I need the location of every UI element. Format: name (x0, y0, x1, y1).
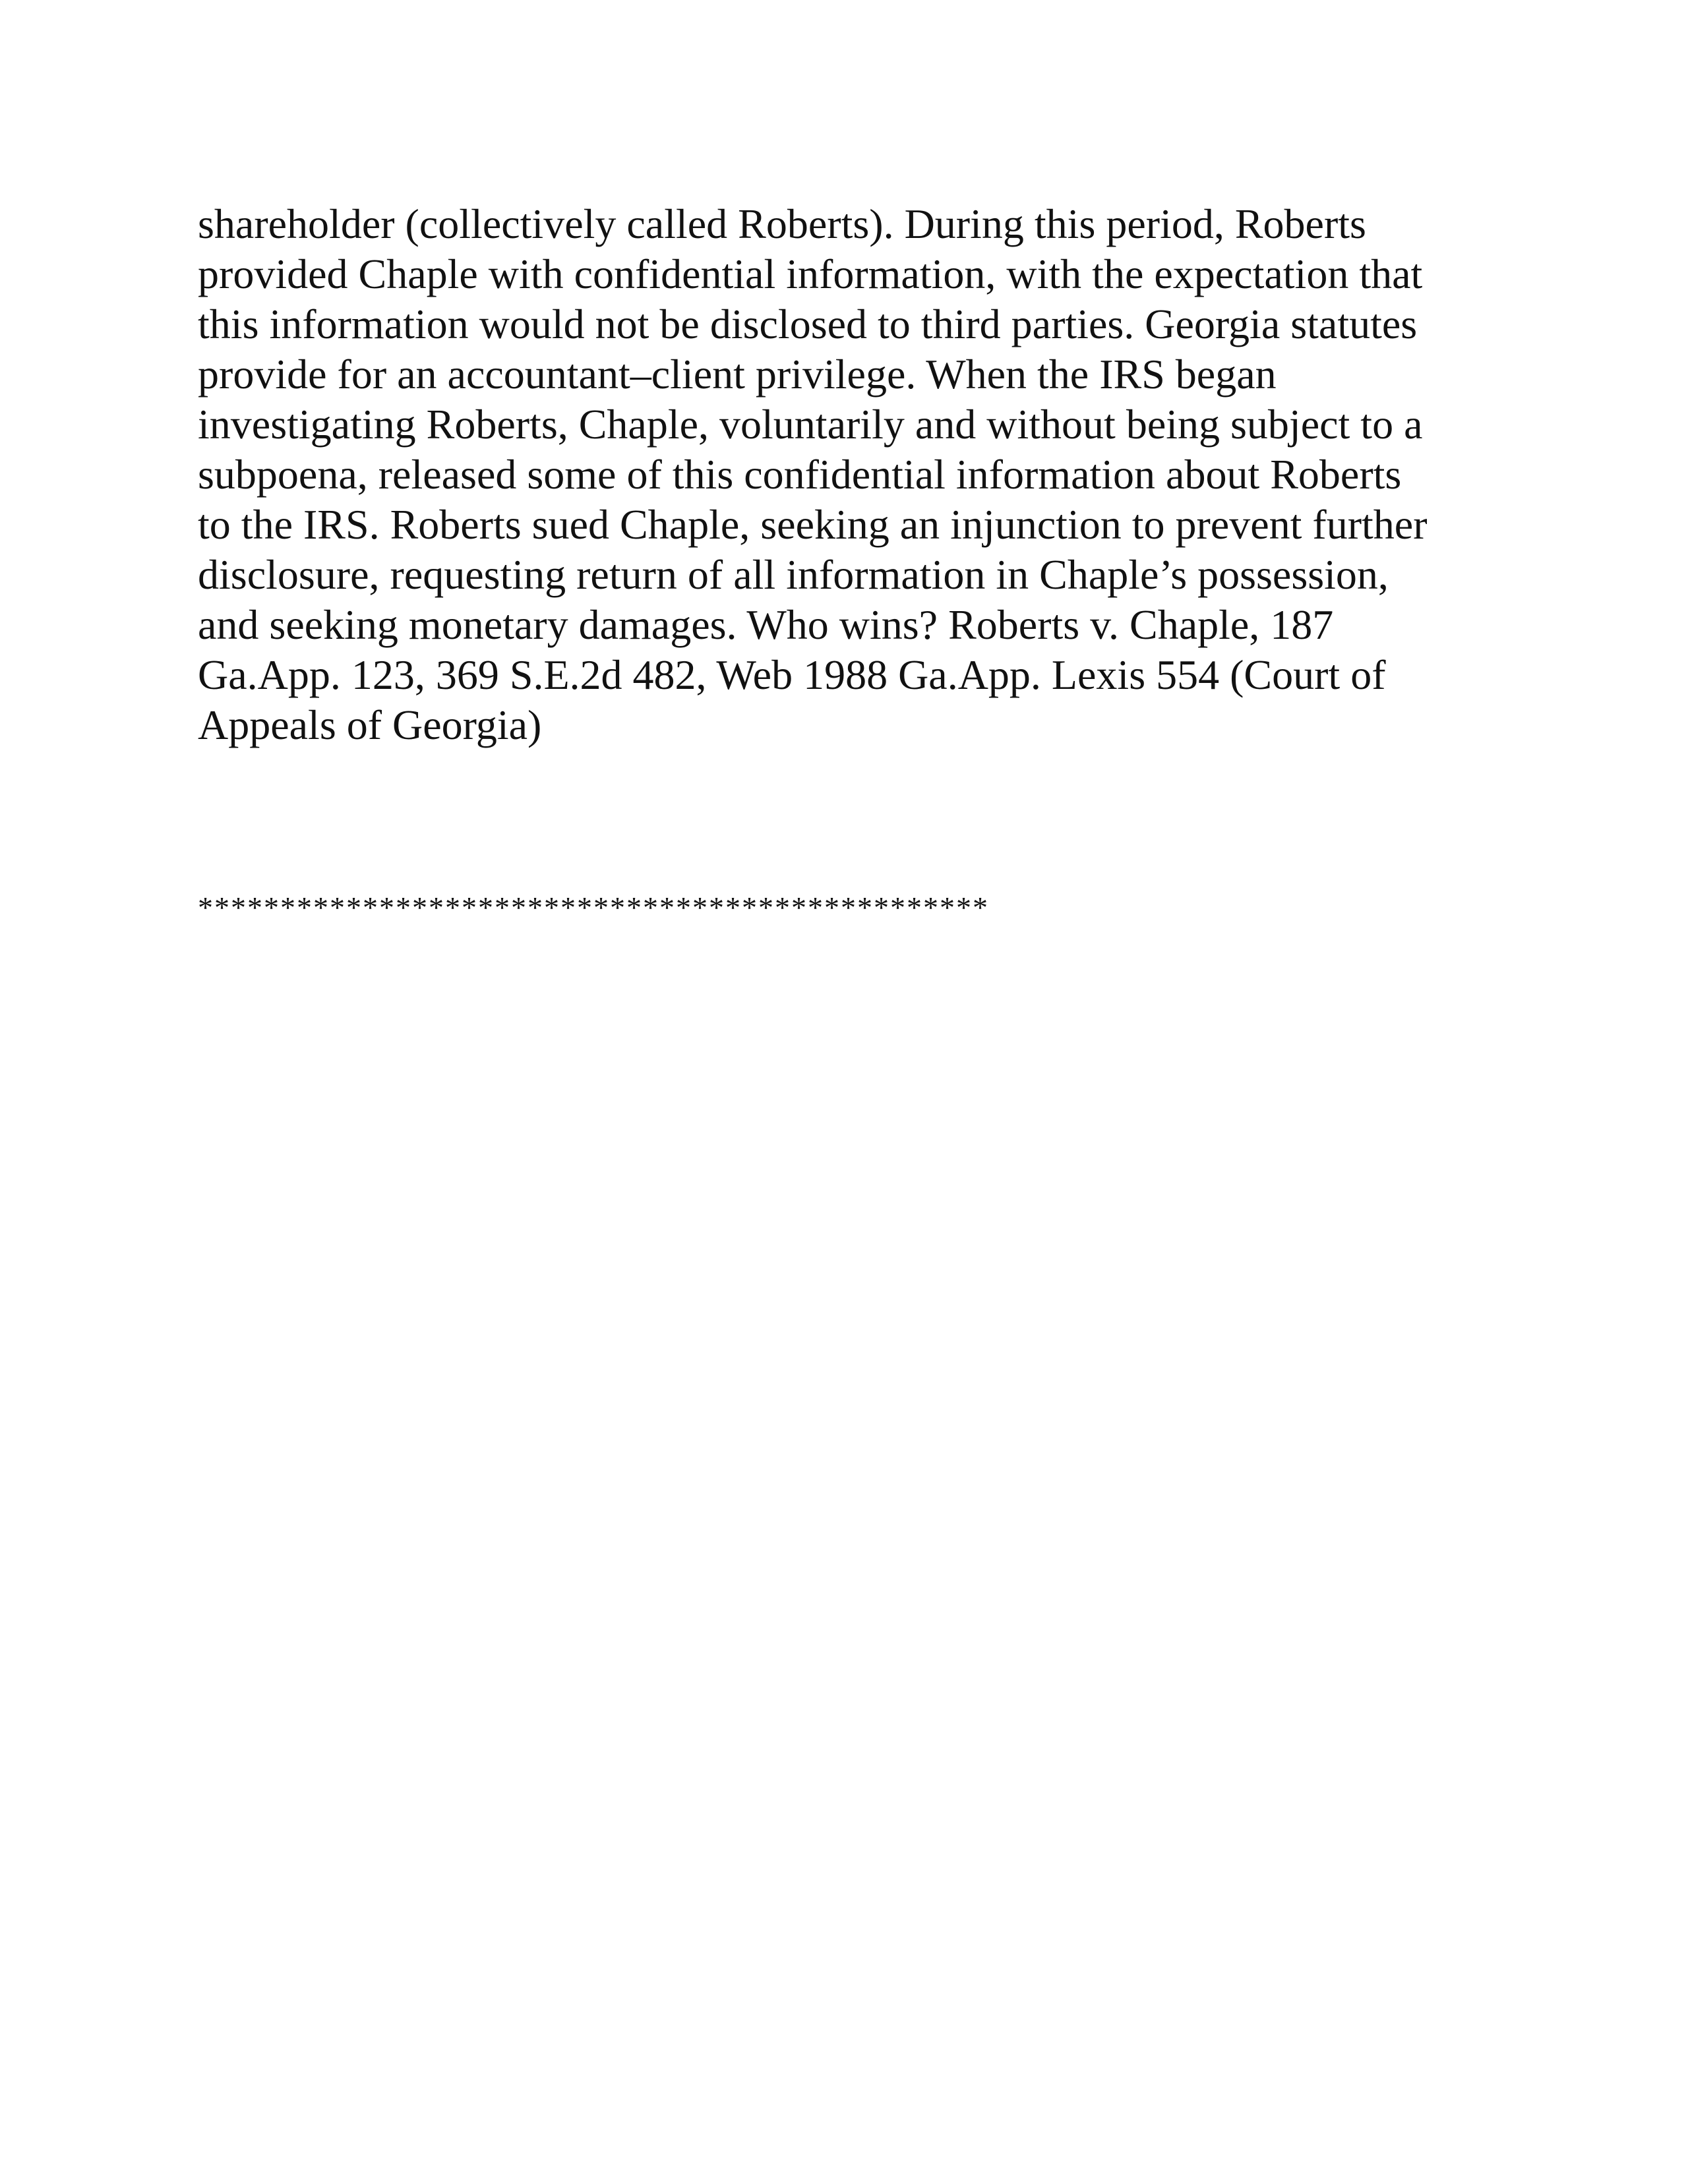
paragraph-line-4: provide for an accountant–client privilege. When the IRS began (198, 351, 1277, 398)
paragraph-line-2: provided Chaple with confidential information, with the expectation that (198, 251, 1423, 297)
paragraph-line-5: investigating Roberts, Chaple, voluntarily and without being subject to a (198, 401, 1423, 448)
paragraph-line-11: Appeals of Georgia) (198, 701, 542, 748)
asterisk-separator: ************************************************ (198, 891, 989, 924)
paragraph-line-7: to the IRS. Roberts sued Chaple, seeking an injunction to prevent further (198, 501, 1428, 548)
paragraph-line-6: subpoena, released some of this confidential information about Roberts (198, 451, 1402, 498)
paragraph-line-9: and seeking monetary damages. Who wins? Roberts v. Chaple, 187 (198, 601, 1334, 648)
paragraph-line-1: shareholder (collectively called Roberts). During this period, Roberts (198, 200, 1366, 247)
paragraph-line-8: disclosure, requesting return of all information in Chaple’s possession, (198, 551, 1389, 598)
case-paragraph (198, 199, 1428, 750)
paragraph-line-3: this information would not be disclosed to third parties. Georgia statutes (198, 301, 1418, 347)
paragraph-line-10: Ga.App. 123, 369 S.E.2d 482, Web 1988 Ga.App. Lexis 554 (Court of (198, 651, 1386, 698)
